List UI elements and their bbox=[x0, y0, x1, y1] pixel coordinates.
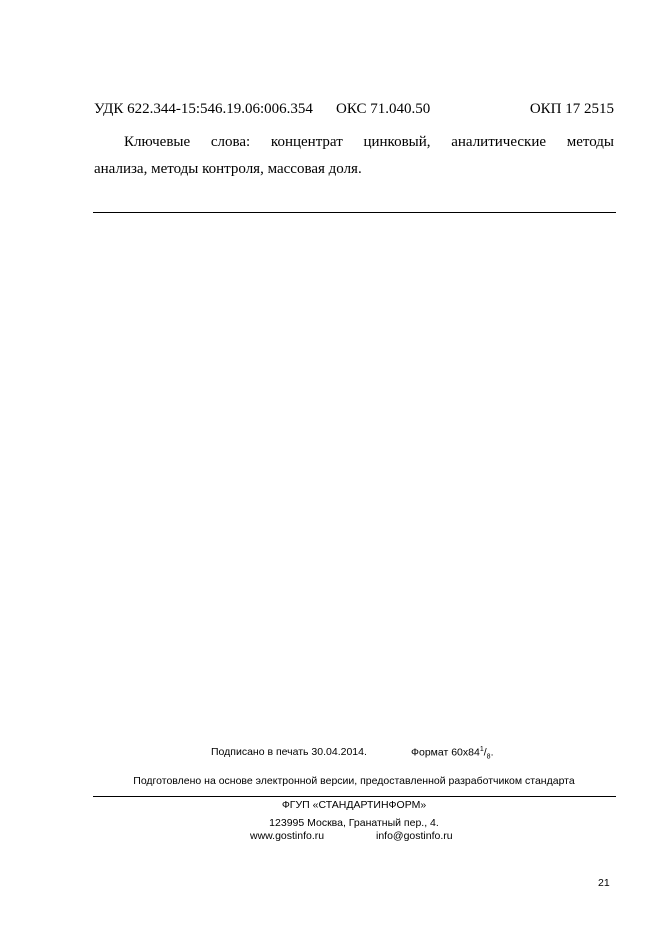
udk-code: УДК 622.344-15:546.19.06:006.354 bbox=[94, 101, 313, 117]
signed-for-print: Подписано в печать 30.04.2014. bbox=[211, 746, 367, 758]
classification-codes-row bbox=[94, 101, 614, 123]
website-link[interactable]: www.gostinfo.ru bbox=[250, 830, 325, 842]
top-divider bbox=[93, 212, 616, 213]
keywords-line-2: анализа, методы контроля, массовая доля. bbox=[94, 161, 362, 177]
page-number: 21 bbox=[598, 877, 610, 889]
format-suffix: . bbox=[490, 746, 494, 759]
keywords-line-1: Ключевые слова: концентрат цинковый, аналитические методы bbox=[124, 134, 614, 150]
oks-code: ОКС 71.040.50 bbox=[336, 101, 431, 117]
prepared-note: Подготовлено на основе электронной версии, предоставленной разработчиком стандарта bbox=[133, 775, 575, 787]
format-denominator: 8 bbox=[486, 753, 491, 761]
format-prefix: Формат 60x84 bbox=[411, 746, 480, 759]
okp-code: ОКП 17 2515 bbox=[529, 101, 614, 117]
imprint-divider bbox=[93, 796, 616, 797]
paper-format: Формат $60x84^1/_8$. bbox=[411, 746, 494, 761]
email-link[interactable]: info@gostinfo.ru bbox=[376, 830, 453, 842]
publisher-address: 123995 Москва, Гранатный пер., 4. bbox=[269, 817, 439, 829]
format-numerator: 1 bbox=[479, 746, 484, 753]
publisher-name: ФГУП «СТАНДАРТИНФОРМ» bbox=[281, 799, 427, 811]
keywords-paragraph bbox=[94, 129, 614, 183]
